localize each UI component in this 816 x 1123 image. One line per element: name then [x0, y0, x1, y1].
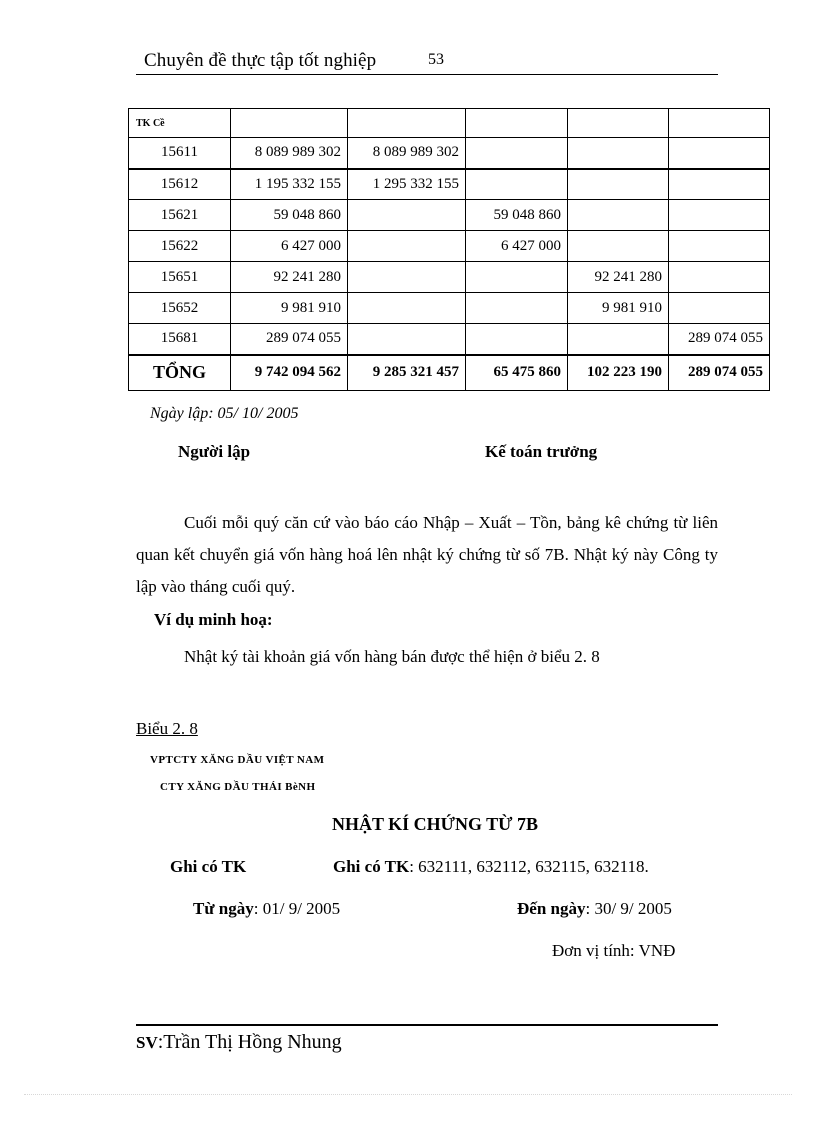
ledger-table [128, 108, 770, 391]
amount-cell [568, 200, 669, 231]
example-text: Nhật ký tài khoản giá vốn hàng bán được thể hiện ở biểu 2. 8 [184, 647, 600, 666]
org-parent-name: VPTCTY XĂNG DẦU VIỆT NAM [150, 754, 325, 766]
footer-author-name: :Trần Thị Hồng Nhung [157, 1031, 342, 1053]
currency-unit: Đơn vị tính: VNĐ [552, 941, 676, 960]
amount-cell [669, 262, 770, 293]
account-cell: 15611 [129, 138, 231, 169]
amount-cell [348, 231, 466, 262]
column-total-cell: 65 475 860 [466, 355, 568, 391]
page-edge-divider [24, 1094, 792, 1095]
amount-cell [669, 138, 770, 169]
footer-divider [136, 1024, 718, 1026]
from-date-value: : 01/ 9/ 2005 [253, 899, 341, 918]
example-label: Ví dụ minh hoạ: [154, 610, 273, 629]
table-row [129, 262, 770, 293]
amount-cell [466, 138, 568, 169]
amount-cell [669, 200, 770, 231]
amount-cell [466, 324, 568, 355]
page-header-title: Chuyên đề thực tập tốt nghiệp [144, 50, 377, 71]
table-header-row [129, 109, 770, 138]
column-total-cell: 9 285 321 457 [348, 355, 466, 391]
total-cell: 289 074 055 [231, 324, 348, 355]
amount-cell [466, 293, 568, 324]
column-total-cell: 289 074 055 [669, 355, 770, 391]
total-cell: 59 048 860 [231, 200, 348, 231]
footer-sv-label: SV [136, 1033, 158, 1052]
column-total-cell: 102 223 190 [568, 355, 669, 391]
total-cell: 6 427 000 [231, 231, 348, 262]
amount-cell [348, 324, 466, 355]
header-divider [136, 74, 718, 75]
amount-cell [669, 169, 770, 200]
org-company-name: CTY XĂNG DẦU THÁI BèNH [160, 781, 316, 793]
table-total-row [129, 355, 770, 391]
to-date-label: Đến ngày [517, 899, 586, 918]
amount-cell [568, 231, 669, 262]
signature-chief-accountant: Kế toán trưởng [485, 442, 598, 461]
total-cell: 9 981 910 [231, 293, 348, 324]
account-cell: 15622 [129, 231, 231, 262]
total-cell: 8 089 989 302 [231, 138, 348, 169]
credit-account-label: Ghi có TK [170, 857, 247, 876]
amount-cell [348, 262, 466, 293]
account-cell: 15612 [129, 169, 231, 200]
body-paragraph: Cuối mỗi quý căn cứ vào báo cáo Nhập – Xuất – Tồn, bảng kê chứng từ liên quan kết chuyển giá vốn hàng hoá lên nhật ký chứng từ số 7B. Nhật ký này Công ty lập vào tháng cuối quý. [136, 513, 718, 596]
amount-cell: 9 981 910 [568, 293, 669, 324]
from-date-label: Từ ngày [193, 899, 254, 918]
amount-cell [568, 169, 669, 200]
table-row [129, 231, 770, 262]
amount-cell: 289 074 055 [669, 324, 770, 355]
amount-cell: 59 048 860 [466, 200, 568, 231]
table-header-label: TK Cề [129, 109, 231, 138]
table-row [129, 138, 770, 169]
amount-cell [669, 293, 770, 324]
table-row [129, 324, 770, 355]
to-date [517, 899, 672, 919]
amount-cell: 6 427 000 [466, 231, 568, 262]
total-label: TỔNG [129, 355, 231, 391]
amount-cell [669, 231, 770, 262]
total-cell: 92 241 280 [231, 262, 348, 293]
account-cell: 15652 [129, 293, 231, 324]
page-number: 53 [428, 51, 444, 68]
date-created: Ngày lập: 05/ 10/ 2005 [150, 405, 299, 422]
amount-cell [466, 262, 568, 293]
journal-title: NHẬT KÍ CHỨNG TỪ 7B [331, 814, 539, 834]
grand-total-cell: 9 742 094 562 [231, 355, 348, 391]
amount-cell: 8 089 989 302 [348, 138, 466, 169]
credit-account-list-value: : 632111, 632112, 632115, 632118. [409, 857, 649, 876]
account-cell: 15681 [129, 324, 231, 355]
amount-cell [568, 138, 669, 169]
footer-author [136, 1031, 342, 1054]
table-row [129, 200, 770, 231]
amount-cell [466, 169, 568, 200]
table-row [129, 169, 770, 200]
account-cell: 15621 [129, 200, 231, 231]
amount-cell [348, 200, 466, 231]
credit-account-list-label: Ghi có TK [333, 857, 410, 876]
form-number-label: Biểu 2. 8 [136, 719, 198, 738]
amount-cell [348, 293, 466, 324]
total-cell: 1 195 332 155 [231, 169, 348, 200]
credit-account-list [333, 857, 649, 877]
amount-cell [568, 324, 669, 355]
amount-cell: 1 295 332 155 [348, 169, 466, 200]
account-cell: 15651 [129, 262, 231, 293]
from-date [193, 899, 340, 919]
table-row [129, 293, 770, 324]
to-date-value: : 30/ 9/ 2005 [585, 899, 672, 918]
signature-preparer: Người lập [178, 442, 251, 461]
amount-cell: 92 241 280 [568, 262, 669, 293]
